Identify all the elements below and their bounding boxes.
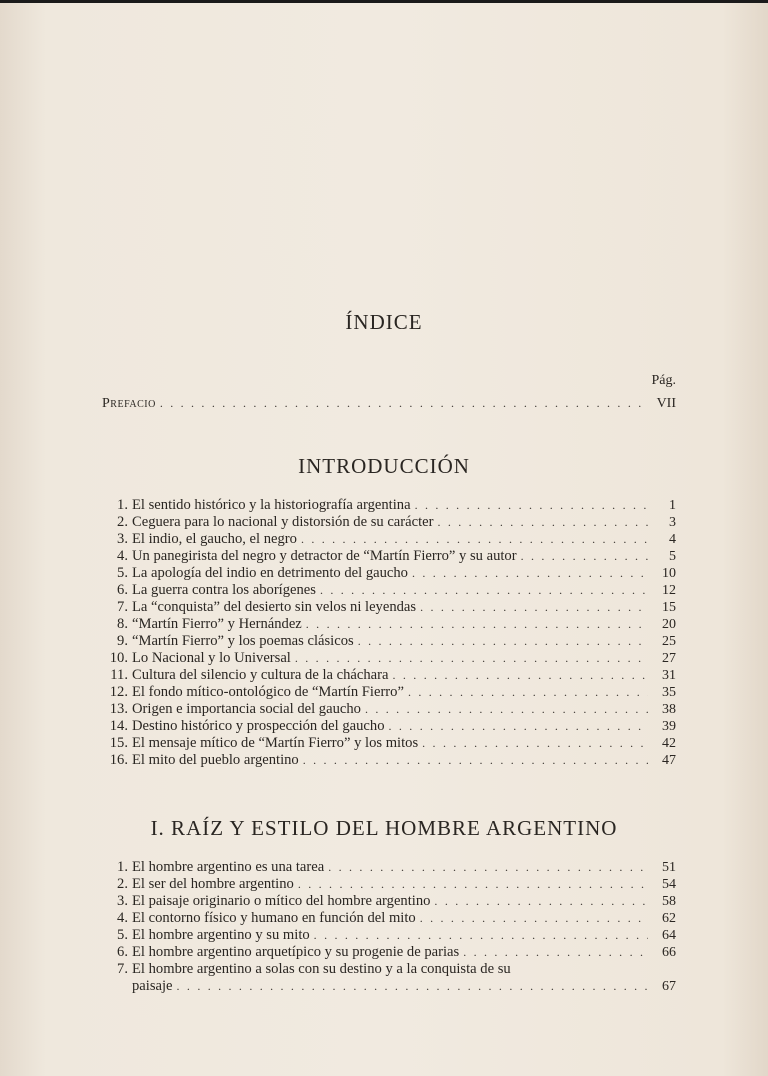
toc-entry (100, 859, 676, 876)
leader-dots (365, 702, 648, 717)
entry-title: La “conquista” del desierto sin velos ni leyendas (132, 599, 417, 615)
entry-number: 15. (109, 735, 128, 751)
chapter-heading: I. RAÍZ Y ESTILO DEL HOMBRE ARGENTINO (150, 816, 618, 840)
leader-dots (415, 498, 648, 513)
page-number: VII (656, 396, 676, 411)
entry-number: 4. (117, 910, 128, 926)
toc-entry-continuation (100, 978, 676, 995)
index-title: ÍNDICE (345, 310, 423, 334)
entry-number: 4. (117, 548, 128, 564)
leader-dots (420, 911, 648, 926)
toc-entry (100, 910, 676, 927)
leader-dots (434, 894, 648, 909)
page-number: 64 (662, 928, 676, 943)
toc-entry (100, 667, 676, 684)
leader-dots (328, 860, 648, 875)
toc-entry (100, 582, 676, 599)
leader-dots (358, 634, 648, 649)
toc-entry (100, 701, 676, 718)
entry-title: El hombre argentino y su mito (132, 927, 310, 943)
entry-number: 3. (117, 531, 128, 547)
leader-dots (437, 515, 648, 530)
entry-number: 10. (109, 650, 128, 666)
leader-dots (412, 566, 648, 581)
entry-title: Ceguera para lo nacional y distorsión de su carácter (132, 514, 434, 530)
toc-entry (100, 961, 676, 978)
toc-entry (100, 927, 676, 944)
entry-title: Destino histórico y prospección del gaucho (132, 718, 385, 734)
leader-dots (177, 979, 648, 994)
page-number: 12 (662, 583, 676, 598)
entry-title: La apología del indio en detrimento del gaucho (132, 565, 408, 581)
leader-dots (420, 600, 648, 615)
leader-dots (521, 549, 648, 564)
entry-number: 2. (117, 514, 128, 530)
page-number: 4 (669, 532, 676, 547)
toc-entry (100, 599, 676, 616)
entry-number: 5. (117, 565, 128, 581)
entry-number: 6. (117, 582, 128, 598)
toc-entry (100, 718, 676, 735)
toc-entry (100, 876, 676, 893)
page-number: 1 (669, 498, 676, 513)
entry-title: El indio, el gaucho, el negro (132, 531, 297, 547)
toc-entry (100, 735, 676, 752)
entry-number: 6. (117, 944, 128, 960)
entry-number: 1. (117, 497, 128, 513)
leader-dots (463, 945, 648, 960)
toc-entry (100, 752, 676, 769)
page-column-label: Pág. (651, 373, 676, 388)
page-number: 42 (662, 736, 676, 751)
toc-entry (100, 616, 676, 633)
leader-dots (306, 617, 648, 632)
toc-entry (100, 565, 676, 582)
entry-title: Origen e importancia social del gaucho (132, 701, 361, 717)
prefacio-entry (102, 396, 676, 412)
toc-entry (100, 633, 676, 650)
toc-entry (100, 944, 676, 961)
entry-title: El paisaje originario o mítico del hombre argentino (132, 893, 431, 909)
leader-dots (295, 651, 648, 666)
page-number: 27 (662, 651, 676, 666)
entry-number: 7. (117, 961, 128, 977)
page-number: 47 (662, 753, 676, 768)
entry-number: 3. (117, 893, 128, 909)
entry-title: El fondo mítico-ontológico de “Martín Fierro” (132, 684, 404, 700)
page-number: 66 (662, 945, 676, 960)
leader-dots (298, 877, 648, 892)
page-number: 5 (669, 549, 676, 564)
toc-entry (100, 514, 676, 531)
page-number: 20 (662, 617, 676, 632)
page-number: 39 (662, 719, 676, 734)
page-number: 25 (662, 634, 676, 649)
entry-title: La guerra contra los aborígenes (132, 582, 316, 598)
entry-title: El hombre argentino a solas con su destino y a la conquista de su (132, 961, 511, 977)
leader-dots (314, 928, 648, 943)
page-number: 31 (662, 668, 676, 683)
entry-number: 7. (117, 599, 128, 615)
entry-number: 14. (109, 718, 128, 734)
leader-dots (408, 685, 648, 700)
entry-title: El contorno físico y humano en función del mito (132, 910, 416, 926)
entry-title: Lo Nacional y lo Universal (132, 650, 291, 666)
scan-edge (0, 0, 768, 3)
page-number: 10 (662, 566, 676, 581)
entry-title: El mensaje mítico de “Martín Fierro” y los mitos (132, 735, 419, 751)
entry-number: 12. (109, 684, 128, 700)
page-number: 38 (662, 702, 676, 717)
entry-title: El ser del hombre argentino (132, 876, 294, 892)
leader-dots (301, 532, 648, 547)
page-number: 15 (662, 600, 676, 615)
entry-number: 13. (109, 701, 128, 717)
intro-heading: INTRODUCCIÓN (298, 454, 470, 478)
leader-dots (303, 753, 648, 768)
entry-number: 16. (109, 752, 128, 768)
entry-number: 1. (117, 859, 128, 875)
toc-entry (100, 650, 676, 667)
entry-number: 8. (117, 616, 128, 632)
toc-entry (100, 684, 676, 701)
prefacio-label: Prefacio (102, 396, 156, 411)
entry-number: 9. (117, 633, 128, 649)
page-number: 51 (662, 860, 676, 875)
toc-entry (100, 497, 676, 514)
leader-dots (320, 583, 648, 598)
entry-title: El sentido histórico y la historiografía argentina (132, 497, 411, 513)
page-number: 67 (662, 979, 676, 994)
entry-number: 2. (117, 876, 128, 892)
entry-number: 11. (110, 667, 128, 683)
leader-dots (393, 668, 649, 683)
entry-title: El hombre argentino arquetípico y su progenie de parias (132, 944, 460, 960)
entry-title: El hombre argentino es una tarea (132, 859, 325, 875)
entry-title: Un panegirista del negro y detractor de “Martín Fierro” y su autor (132, 548, 517, 564)
toc-entry (100, 548, 676, 565)
page-number: 35 (662, 685, 676, 700)
page-number: 58 (662, 894, 676, 909)
entry-title: “Martín Fierro” y Hernández (132, 616, 302, 632)
leader-dots (160, 396, 648, 411)
page-number: 54 (662, 877, 676, 892)
page-number: 3 (669, 515, 676, 530)
leader-dots (389, 719, 649, 734)
entry-title-continuation: paisaje (132, 978, 173, 994)
leader-dots (422, 736, 648, 751)
toc-entry (100, 531, 676, 548)
page-number: 62 (662, 911, 676, 926)
entry-title: El mito del pueblo argentino (132, 752, 299, 768)
entry-title: “Martín Fierro” y los poemas clásicos (132, 633, 354, 649)
entry-number: 5. (117, 927, 128, 943)
toc-entry (100, 893, 676, 910)
entry-title: Cultura del silencio y cultura de la cháchara (132, 667, 389, 683)
